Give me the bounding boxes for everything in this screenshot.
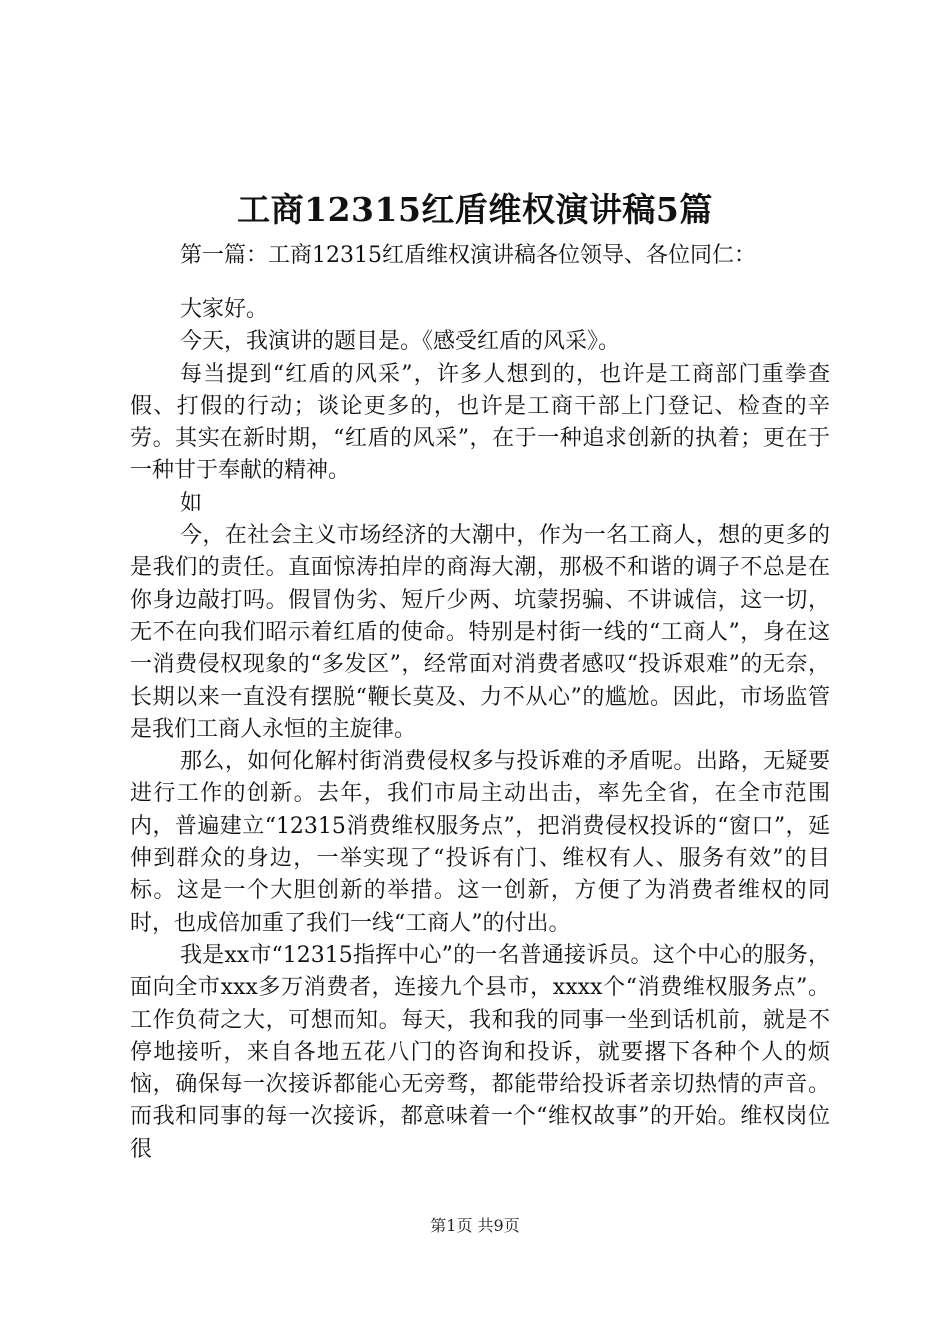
paragraph: 我是xx市“12315指挥中心”的一名普通接诉员。这个中心的服务，面向全市xxx多万消费者，连接九个县市，xxxx个“消费维权服务点”。工作负荷之大，可想而知。每天，我和我的同事一坐到话机前，就是不停地接听，来自各地五花八门的咨询和投诉，就要撂下各种个人的烦恼，确保每一次接诉都能心无旁骛，都能带给投诉者亲切热情的声音。而我和同事的每一次接诉，都意味着一个“维权故事”的开始。维权岗位很 xyxy=(130,942,830,1162)
paragraph: 大家好。 xyxy=(180,297,269,322)
paragraph: 今天，我演讲的题目是。《感受红盾的风采》。 xyxy=(180,329,621,355)
page-footer: 第1页 共9页 xyxy=(430,1216,520,1235)
document-body xyxy=(130,294,830,1166)
document-subtitle: 第一篇：工商12315红盾维权演讲稿各位领导、各位同仁： xyxy=(180,243,756,268)
paragraph: 如 xyxy=(180,490,203,516)
document-title: 工商12315红盾维权演讲稿5篇 xyxy=(237,190,713,229)
paragraph: 每当提到“红盾的风采”，许多人想到的，也许是工商部门重拳查假、打假的行动；谈论更多的，也许是工商干部上门登记、检查的辛劳。其实在新时期，“红盾的风采”，在于一种追求创新的执着；更在于一种甘于奉献的精神。 xyxy=(130,361,830,484)
paragraph: 那么，如何化解村街消费侵权多与投诉难的矛盾呢。出路，无疑要进行工作的创新。去年，我们市局主动出击，率先全省，在全市范围内，普遍建立“12315消费维权服务点”，把消费侵权投诉的“窗口”，延伸到群众的身边，一举实现了“投诉有门、维权有人、服务有效”的目标。这是一个大胆创新的举措。这一创新，方便了为消费者维权的同时，也成倍加重了我们一线“工商人”的付出。 xyxy=(130,749,830,936)
paragraph: 今，在社会主义市场经济的大潮中，作为一名工商人，想的更多的是我们的责任。直面惊涛拍岸的商海大潮，那极不和谐的调子不总是在你身边敲打吗。假冒伪劣、短斤少两、坑蒙拐骗、不讲诚信，这一切，无不在向我们昭示着红盾的使命。特别是村街一线的“工商人”，身在这一消费侵权现象的“多发区”，经常面对消费者感叹“投诉艰难”的无奈，长期以来一直没有摆脱“鞭长莫及、力不从心”的尴尬。因此，市场监管是我们工商人永恒的主旋律。 xyxy=(130,523,830,742)
